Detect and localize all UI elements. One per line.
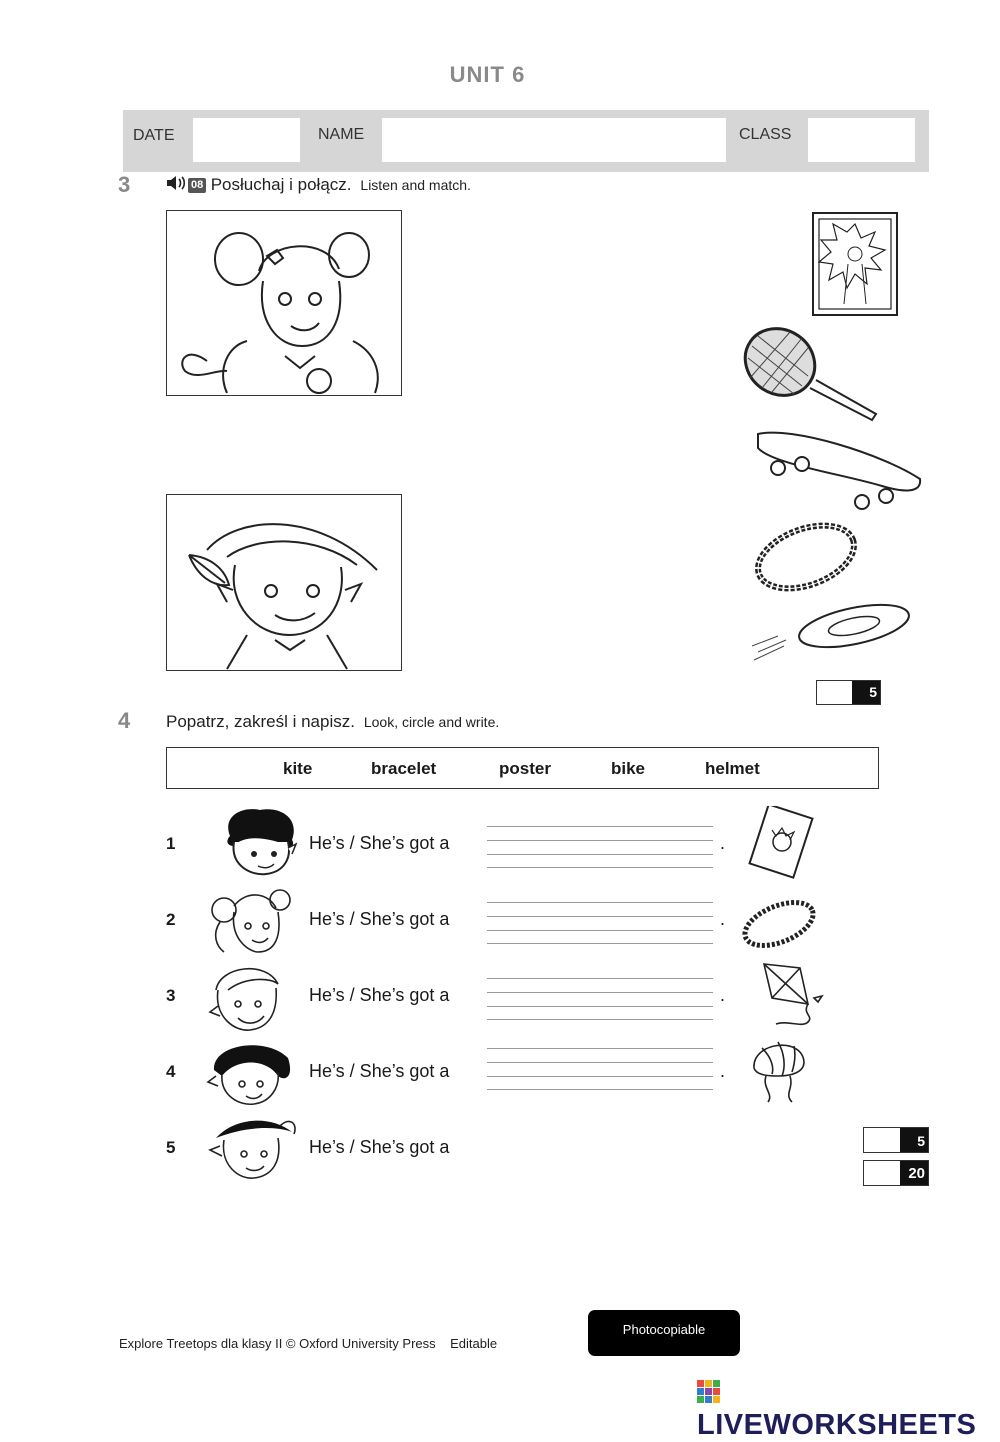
instruction-pl: Popatrz, zakreśl i napisz. — [166, 712, 355, 731]
girl-headscarf-icon — [206, 1036, 298, 1106]
item-period: . — [720, 985, 726, 1005]
skateboard-icon — [752, 424, 924, 514]
instruction-en: Look, circle and write. — [363, 714, 500, 730]
instruction-pl: Posłuchaj i połącz. — [210, 175, 352, 194]
class-label: CLASS — [739, 126, 792, 143]
word-bank-item: kite — [283, 759, 313, 778]
writing-line — [487, 978, 713, 979]
writing-line — [487, 1048, 713, 1049]
item-object-kite — [758, 958, 824, 1028]
tennis-racket-icon — [742, 326, 882, 426]
item-object-poster — [748, 806, 814, 882]
bracelet-icon — [740, 896, 820, 952]
exercise-4-number: 4 — [118, 708, 131, 733]
tennis-racket-picture[interactable] — [742, 326, 882, 426]
child-face-3 — [206, 960, 292, 1034]
writing-line — [487, 943, 713, 944]
word-bank — [166, 747, 879, 789]
liveworksheets-logo[interactable] — [697, 1376, 1000, 1442]
speaker-icon[interactable] — [166, 175, 188, 196]
girl-picture[interactable] — [166, 210, 402, 396]
logo-text: LIVEWORKSHEETS — [697, 1409, 977, 1441]
page-title: UNIT 6 — [449, 62, 526, 87]
item-period: . — [720, 909, 726, 929]
child-face-1 — [222, 806, 298, 878]
answer-line[interactable] — [487, 1006, 713, 1007]
exercise-3-number: 3 — [118, 172, 131, 197]
boy-picture[interactable] — [166, 494, 402, 671]
girl-illustration-icon — [167, 211, 401, 395]
exercise-4-instruction — [166, 712, 499, 732]
skateboard-picture[interactable] — [752, 424, 924, 514]
total-score-box — [863, 1160, 929, 1186]
bracelet-icon — [752, 520, 862, 594]
word-bank-item: bracelet — [371, 759, 437, 778]
boy-illustration-icon — [167, 495, 401, 670]
writing-line — [487, 902, 713, 903]
item-object-bracelet — [740, 896, 820, 952]
item-number: 3 — [166, 986, 176, 1005]
writing-line — [487, 992, 713, 993]
answer-line[interactable] — [487, 1126, 713, 1176]
item-number: 2 — [166, 910, 176, 929]
item-period: . — [720, 833, 726, 853]
writing-line — [487, 867, 713, 868]
word-bank-item: bike — [611, 759, 646, 778]
item-number: 5 — [166, 1138, 176, 1157]
item-number: 1 — [166, 834, 176, 853]
writing-line — [487, 1089, 713, 1090]
boy-leaf-hat-icon — [206, 1114, 300, 1182]
date-label: DATE — [133, 127, 175, 144]
child-face-5 — [206, 1114, 300, 1182]
boy-curly-hair-icon — [222, 806, 298, 878]
exercise-4-score: 5 — [900, 1128, 928, 1152]
answer-line[interactable] — [487, 930, 713, 931]
poster-icon — [814, 214, 896, 314]
exercise-3-score-box — [816, 680, 881, 705]
boy-smiling-icon — [206, 960, 292, 1034]
item-sentence: He’s / She’s got a — [309, 833, 450, 853]
item-sentence: He’s / She’s got a — [309, 909, 450, 929]
answer-line[interactable] — [487, 854, 713, 855]
poster-icon — [748, 806, 814, 882]
photocopiable-badge: Photocopiable — [588, 1310, 740, 1356]
kite-icon — [758, 958, 824, 1028]
exercise-3-score: 5 — [852, 681, 880, 704]
item-sentence: He’s / She’s got a — [309, 985, 450, 1005]
child-face-2 — [206, 882, 298, 956]
frisbee-icon — [748, 600, 914, 666]
child-face-4 — [206, 1036, 298, 1106]
exercise-4-score-box — [863, 1127, 929, 1153]
liveworksheets-logo-icon — [697, 1380, 721, 1404]
girl-bunches-icon — [206, 882, 298, 956]
frisbee-picture[interactable] — [748, 600, 914, 666]
writing-line — [487, 826, 713, 827]
answer-line[interactable] — [487, 1076, 713, 1077]
item-number: 4 — [166, 1062, 176, 1081]
total-score: 20 — [900, 1161, 928, 1185]
date-field[interactable] — [193, 118, 300, 162]
writing-line — [487, 1019, 713, 1020]
exercise-3-instruction — [166, 175, 471, 196]
writing-line — [487, 1062, 713, 1063]
name-label: NAME — [318, 126, 365, 143]
editable-text: Editable — [450, 1336, 498, 1351]
copyright-text: Explore Treetops dla klasy II © Oxford University Press — [119, 1336, 436, 1351]
poster-picture[interactable] — [812, 212, 898, 316]
track-number: 08 — [188, 178, 206, 193]
instruction-en: Listen and match. — [360, 177, 471, 193]
item-period: . — [720, 1061, 726, 1081]
helmet-icon — [748, 1032, 808, 1106]
bracelet-picture[interactable] — [752, 520, 862, 594]
item-sentence: He’s / She’s got a — [309, 1061, 450, 1081]
footer-credit — [119, 1336, 497, 1351]
word-bank-item: helmet — [705, 759, 760, 778]
word-bank-item: poster — [499, 759, 551, 778]
writing-line — [487, 916, 713, 917]
writing-line — [487, 840, 713, 841]
item-object-helmet — [748, 1032, 808, 1106]
item-sentence: He’s / She’s got a — [309, 1137, 450, 1157]
name-field[interactable] — [382, 118, 726, 162]
class-field[interactable] — [808, 118, 915, 162]
